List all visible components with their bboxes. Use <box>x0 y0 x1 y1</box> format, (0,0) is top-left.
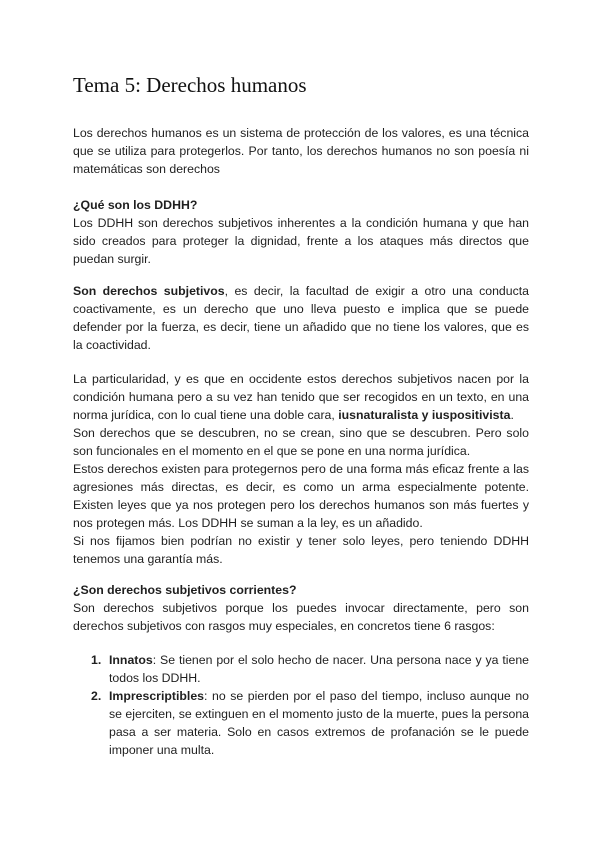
intro-paragraph: Los derechos humanos es un sistema de protección de los valores, es una técnica que se utiliza para protegerlos. Por tanto, los derechos humanos no son poesía ni matemáticas son derechos <box>73 126 529 176</box>
particularidad-line3: Estos derechos existen para protegernos pero de una forma más eficaz frente a las agresiones más directas, es decir, es como un arma especialmente potente. Existen leyes que ya nos protegen pero los derechos humanos son más fuertes y nos protegen más. Los DDHH se suman a la ley, es un añadido. <box>73 462 529 530</box>
particularidad-block <box>73 370 529 568</box>
corrientes-paragraph: Son derechos subjetivos porque los puedes invocar directamente, pero son derechos subjetivos con rasgos muy especiales, en concretos tiene 6 rasgos: <box>73 601 529 633</box>
list-term: Innatos <box>109 653 153 667</box>
list-term: Imprescriptibles <box>109 689 204 703</box>
subjetivos-paragraph <box>73 282 529 354</box>
particularidad-line2: Son derechos que se descubren, no se crean, sino que se descubren. Pero solo son funcionales en el momento en el que se pone en una norma jurídica. <box>73 426 529 458</box>
particularidad-line1 <box>73 370 529 424</box>
list-item <box>73 687 529 759</box>
list-number: 1. <box>91 653 102 667</box>
particularidad-after: . <box>510 408 514 422</box>
particularidad-before: La particularidad, y es que en occidente estos derechos subjetivos nacen por la condición humana pero a su vez han tenido que ser recogidos en un texto, en una norma jurídica, con lo cual tiene una doble cara, <box>73 372 529 422</box>
heading-que-son: ¿Qué son los DDHH? <box>73 198 198 212</box>
list-text: : Se tienen por el solo hecho de nacer. Una persona nace y ya tiene todos los DDHH. <box>109 653 529 685</box>
page-title: Tema 5: Derechos humanos <box>73 73 307 97</box>
heading-corrientes: ¿Son derechos subjetivos corrientes? <box>73 583 297 597</box>
list-number: 2. <box>91 689 102 703</box>
list-item <box>73 651 529 687</box>
subjetivos-text: , es decir, la facultad de exigir a otro una conducta coactivamente, es un derecho que uno lleva puesto e implica que se puede defender por la fuerza, es decir, tiene un añadido que no tiene los valores, que es la coactividad. <box>73 284 529 352</box>
list-text: : no se pierden por el paso del tiempo, incluso aunque no se ejerciten, se extinguen en el momento justo de la muerte, pues la persona pasa a ser materia. Solo en casos extremos de profanación se le puede imponer una multa. <box>109 689 529 757</box>
que-son-paragraph: Los DDHH son derechos subjetivos inherentes a la condición humana y que han sido creados para proteger la dignidad, frente a los ataques más directos que puedan surgir. <box>73 216 529 266</box>
particularidad-bold: iusnaturalista y iuspositivista <box>338 408 511 422</box>
rasgos-list <box>73 651 529 759</box>
subjetivos-bold: Son derechos subjetivos <box>73 284 225 298</box>
particularidad-line4: Si nos fijamos bien podrían no existir y tener solo leyes, pero teniendo DDHH tenemos una garantía más. <box>73 534 529 566</box>
